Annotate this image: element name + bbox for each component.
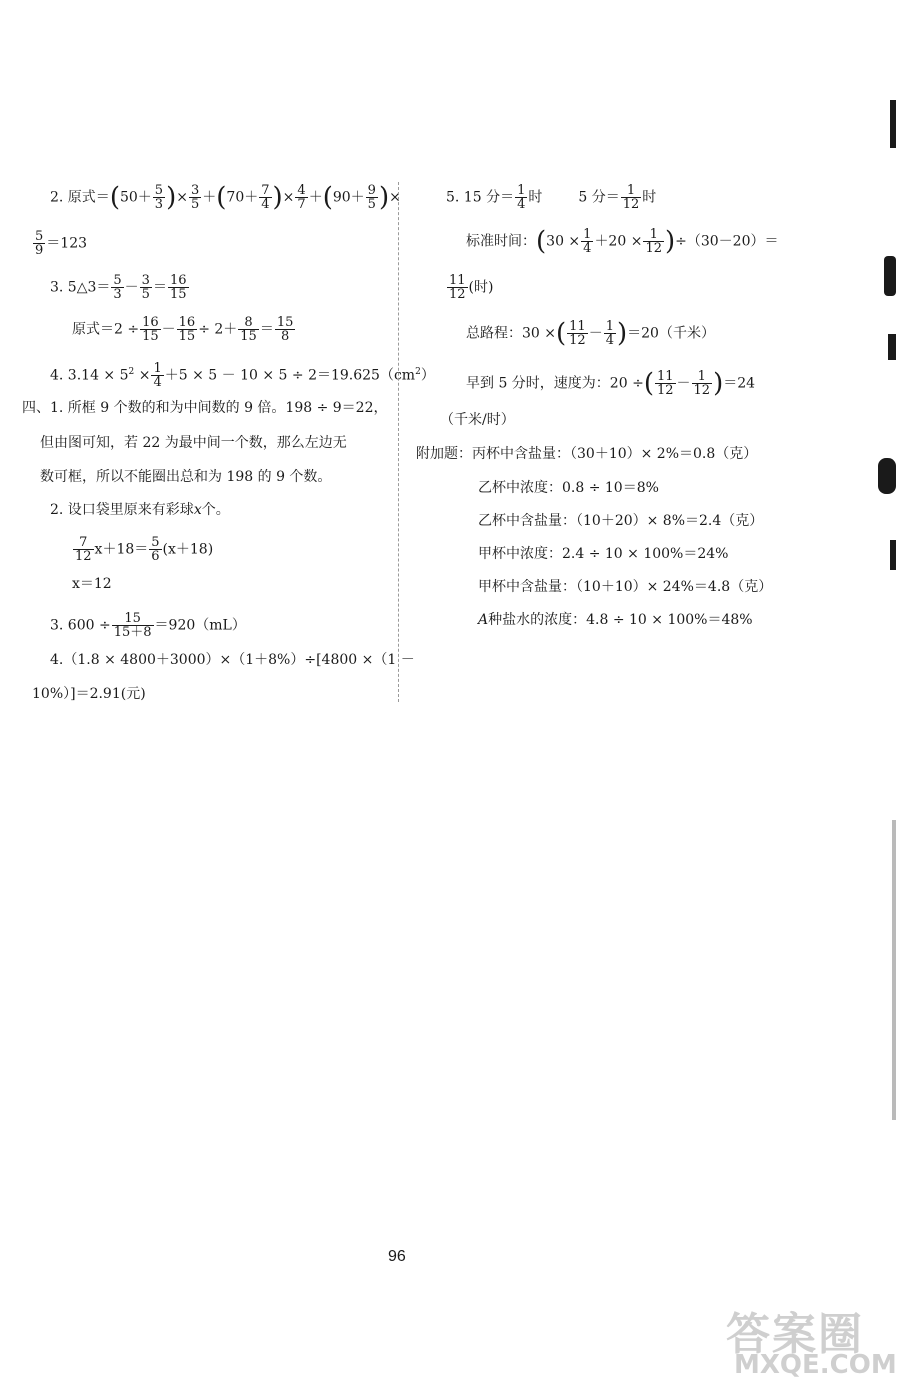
fraction bbox=[259, 184, 271, 211]
den: 5 bbox=[141, 287, 150, 302]
superscript: 2 bbox=[128, 367, 135, 377]
column-divider bbox=[398, 182, 399, 702]
paren: ) bbox=[166, 182, 177, 213]
standard-time-result bbox=[446, 274, 493, 301]
fraction bbox=[149, 536, 161, 563]
text: － bbox=[588, 325, 603, 342]
text: ＝ bbox=[152, 279, 167, 296]
num: 4 bbox=[297, 183, 306, 198]
num: 3 bbox=[141, 273, 150, 288]
text: 早到 5 分时，速度为：20 ÷ bbox=[466, 375, 644, 392]
text: 标准时间： bbox=[466, 233, 536, 250]
num: 5 bbox=[151, 535, 160, 550]
fraction bbox=[515, 184, 527, 211]
num: 16 bbox=[142, 315, 159, 330]
text: x＋18＝ bbox=[94, 541, 149, 558]
text: 30 × bbox=[546, 233, 581, 250]
fraction bbox=[295, 184, 307, 211]
text: ＝123 bbox=[46, 235, 88, 252]
paren: ) bbox=[616, 318, 628, 349]
den: 15 bbox=[169, 287, 187, 302]
den: 12 bbox=[693, 383, 711, 398]
text: 5. 15 分＝ bbox=[446, 189, 515, 206]
text: × bbox=[176, 189, 188, 206]
fraction bbox=[177, 316, 198, 343]
section4-q2-equation bbox=[72, 536, 213, 563]
den: 3 bbox=[154, 197, 164, 212]
section4-q1-line1: 四、1. 所框 9 个数的和为中间数的 9 倍。198 ÷ 9＝22， bbox=[22, 400, 388, 416]
text: 5 分＝ bbox=[578, 189, 620, 206]
q2-label: 2. 原式＝ bbox=[50, 189, 110, 206]
den: 4 bbox=[605, 333, 614, 348]
num: 1 bbox=[692, 370, 713, 384]
num: 5 bbox=[154, 183, 164, 198]
standard-time bbox=[466, 228, 779, 255]
den: 5 bbox=[190, 197, 200, 212]
den: 15 bbox=[142, 329, 159, 344]
text: 50＋ bbox=[119, 189, 152, 206]
extra-question-line1: 附加题：丙杯中含盐量：（30＋10）× 2%＝0.8（克） bbox=[416, 446, 758, 462]
den: 12 bbox=[622, 197, 640, 212]
scan-edge-mark bbox=[878, 458, 896, 494]
num: 3 bbox=[190, 183, 200, 198]
num: 15 bbox=[276, 315, 294, 330]
fraction bbox=[655, 370, 676, 397]
extra-question-line6 bbox=[478, 610, 753, 630]
num: 11 bbox=[449, 273, 466, 288]
num: 5 bbox=[35, 229, 44, 244]
den: 8 bbox=[280, 329, 290, 344]
text: ） bbox=[420, 367, 435, 384]
num: 1 bbox=[643, 228, 664, 242]
section4-q2-result: x＝12 bbox=[72, 576, 112, 592]
den: 12 bbox=[656, 383, 674, 398]
den: 12 bbox=[569, 333, 586, 348]
num: 9 bbox=[367, 183, 376, 198]
extra-question-line5: 甲杯中含盐量：（10＋10）× 24%＝4.8（克） bbox=[478, 579, 773, 595]
den: 15 bbox=[240, 329, 257, 344]
section4-q2-line1 bbox=[50, 500, 230, 520]
paren: ( bbox=[109, 182, 120, 213]
early-speed-unit: （千米/时） bbox=[440, 412, 515, 428]
variable: A bbox=[478, 612, 489, 628]
text: ＋ bbox=[202, 189, 217, 206]
text: (时) bbox=[468, 279, 494, 296]
text: 3. 5△3＝ bbox=[50, 279, 111, 296]
paren: ( bbox=[643, 368, 654, 399]
num: 7 bbox=[261, 183, 270, 198]
den: 3 bbox=[113, 287, 122, 302]
text: ＝920（mL） bbox=[154, 617, 246, 634]
text: － bbox=[676, 375, 691, 392]
fraction bbox=[621, 184, 642, 211]
den: 4 bbox=[153, 375, 162, 391]
fraction bbox=[140, 274, 152, 301]
watermark bbox=[720, 1298, 895, 1386]
fraction bbox=[153, 184, 165, 211]
text: 原式＝2 ÷ bbox=[72, 321, 140, 338]
extra-question-line2: 乙杯中浓度：0.8 ÷ 10＝8% bbox=[478, 480, 659, 496]
watermark-url: MXQE.COM bbox=[734, 1350, 897, 1380]
paren: ( bbox=[536, 226, 547, 257]
fraction bbox=[567, 320, 588, 347]
num: 1 bbox=[583, 227, 592, 242]
watermark-text: 答案圈 bbox=[726, 1309, 864, 1360]
fraction bbox=[366, 184, 378, 211]
text: 种盐水的浓度：4.8 ÷ 10 × 100%＝48% bbox=[488, 612, 753, 628]
den: 6 bbox=[151, 549, 160, 564]
text: 3. 600 ÷ bbox=[50, 617, 111, 634]
answer-2-line2 bbox=[32, 230, 87, 257]
scan-edge-mark bbox=[888, 334, 896, 360]
fraction bbox=[151, 362, 163, 389]
text: ÷ 2＋ bbox=[198, 321, 238, 338]
section4-q3 bbox=[50, 612, 246, 639]
text: ＋ bbox=[308, 189, 323, 206]
fraction bbox=[189, 184, 201, 211]
scan-edge-mark bbox=[890, 540, 896, 570]
answer-2-line1 bbox=[50, 184, 401, 211]
page-number: 96 bbox=[388, 1248, 406, 1265]
text: ＝24 bbox=[723, 375, 756, 392]
fraction bbox=[692, 370, 713, 397]
text: ＋5 × 5 － 10 × 5 ÷ 2＝19.625（cm bbox=[164, 367, 416, 384]
den: 4 bbox=[517, 197, 526, 212]
fraction bbox=[604, 320, 616, 347]
num: 5 bbox=[113, 273, 122, 288]
fraction bbox=[140, 316, 161, 343]
fraction bbox=[581, 228, 593, 255]
den: 5 bbox=[367, 197, 376, 212]
extra-question-line4: 甲杯中浓度：2.4 ÷ 10 × 100%＝24% bbox=[478, 546, 729, 562]
section4-q1-line3: 数可框，所以不能圈出总和为 198 的 9 个数。 bbox=[40, 469, 332, 485]
text: × bbox=[134, 367, 151, 384]
fraction bbox=[643, 228, 664, 255]
den: 15＋8 bbox=[113, 625, 152, 640]
num: 8 bbox=[238, 316, 259, 330]
text: 4. 3.14 × 5 bbox=[50, 367, 129, 384]
text: 总路程：30 × bbox=[466, 325, 556, 342]
text: ＋20 × bbox=[594, 233, 643, 250]
paren: ( bbox=[556, 318, 567, 349]
text: 个。 bbox=[201, 502, 230, 518]
paren: ) bbox=[713, 368, 724, 399]
num: 11 bbox=[656, 369, 674, 384]
num: 1 bbox=[605, 319, 614, 334]
section4-q4-line1: 4.（1.8 × 4800＋3000）×（1＋8%）÷[4800 ×（1 － bbox=[50, 652, 415, 668]
num: 1 bbox=[517, 183, 526, 198]
variable: x bbox=[193, 502, 202, 518]
superscript: 2 bbox=[415, 367, 421, 377]
num: 1 bbox=[621, 184, 642, 198]
paren: ) bbox=[272, 182, 283, 213]
fraction bbox=[275, 316, 296, 343]
text: － bbox=[161, 321, 176, 338]
num: 11 bbox=[569, 319, 586, 334]
num: 1 bbox=[153, 361, 162, 377]
text: － bbox=[124, 279, 139, 296]
den: 12 bbox=[75, 549, 92, 564]
num: 16 bbox=[169, 273, 187, 288]
text: 2. 设口袋里原来有彩球 bbox=[50, 502, 194, 518]
fraction bbox=[73, 536, 94, 563]
num: 15 bbox=[112, 612, 154, 626]
fraction bbox=[447, 274, 468, 301]
den: 15 bbox=[178, 329, 196, 344]
answer-5-line1 bbox=[446, 184, 656, 211]
answer-3-line1 bbox=[50, 274, 190, 301]
fraction bbox=[111, 274, 123, 301]
den: 7 bbox=[297, 197, 306, 212]
paren: ) bbox=[664, 226, 676, 257]
text: × bbox=[282, 189, 295, 206]
text: (x＋18) bbox=[162, 541, 214, 558]
den: 4 bbox=[261, 197, 270, 212]
answer-4 bbox=[50, 362, 435, 389]
scan-edge-mark bbox=[884, 256, 896, 296]
text: ＝ bbox=[259, 321, 274, 338]
num: 7 bbox=[73, 536, 94, 550]
text: ＝20（千米） bbox=[627, 325, 715, 342]
fraction bbox=[33, 230, 45, 257]
early-speed bbox=[466, 370, 755, 397]
text: 70＋ bbox=[226, 189, 259, 206]
fraction bbox=[238, 316, 259, 343]
section4-q1-line2: 但由图可知，若 22 为最中间一个数，那么左边无 bbox=[40, 435, 347, 451]
total-distance bbox=[466, 320, 715, 347]
den: 12 bbox=[449, 287, 466, 302]
fraction bbox=[112, 612, 154, 639]
fraction bbox=[168, 274, 189, 301]
paren: ) bbox=[378, 182, 390, 213]
text: 时 bbox=[528, 189, 543, 206]
text: 时 bbox=[642, 189, 657, 206]
scan-edge-mark bbox=[890, 100, 896, 148]
text: ÷（30－20）＝ bbox=[675, 233, 779, 250]
text: × bbox=[389, 189, 401, 206]
scan-edge-mark bbox=[892, 820, 896, 1120]
den: 4 bbox=[583, 241, 592, 256]
paren: ( bbox=[216, 182, 227, 213]
den: 12 bbox=[645, 241, 662, 256]
den: 9 bbox=[35, 243, 44, 258]
answer-3-line2 bbox=[72, 316, 296, 343]
extra-question-line3: 乙杯中含盐量：（10＋20）× 8%＝2.4（克） bbox=[478, 513, 764, 529]
text: 90＋ bbox=[332, 189, 365, 206]
section4-q4-line2: 10%）]＝2.91(元) bbox=[32, 686, 146, 702]
paren: ( bbox=[322, 182, 333, 213]
num: 16 bbox=[178, 315, 196, 330]
